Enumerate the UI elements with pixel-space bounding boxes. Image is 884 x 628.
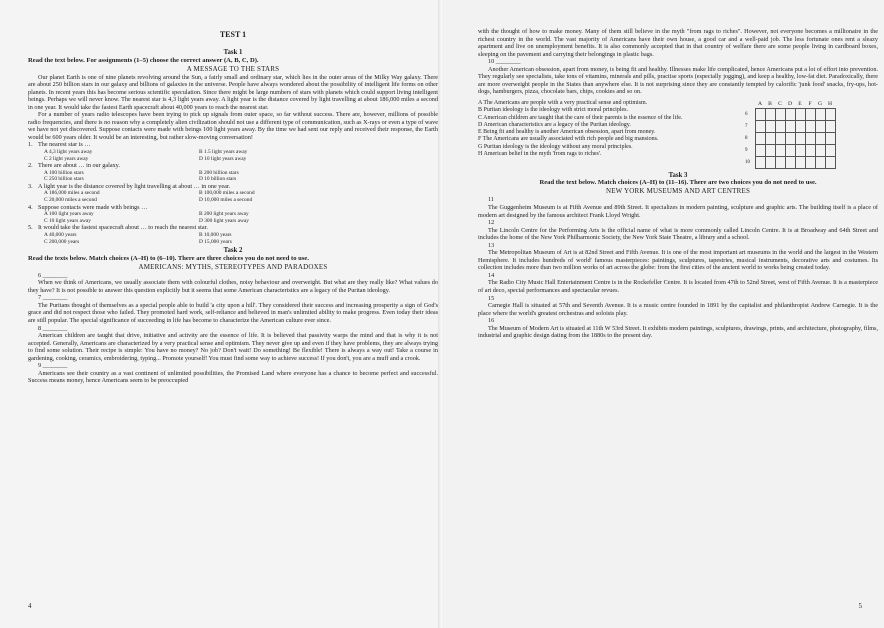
- blank-16[interactable]: 16: [488, 317, 495, 325]
- page-number-left: 4: [28, 602, 32, 610]
- blank-11[interactable]: 11: [488, 196, 494, 204]
- answer-option: D 10,000 miles a second: [199, 197, 253, 204]
- blank-15[interactable]: 15: [488, 294, 495, 302]
- answer-option: C 10 light years away: [44, 217, 92, 224]
- test-heading: TEST 1: [219, 30, 247, 39]
- choice-item: E Being fit and healthy is another American obsession, apart from money.: [478, 129, 656, 136]
- answer-grid-row: 10: [745, 157, 836, 169]
- answer-cell[interactable]: [806, 108, 816, 121]
- answer-cell[interactable]: [766, 133, 776, 145]
- answer-option: D 300 light years away: [199, 217, 250, 224]
- answer-cell[interactable]: [826, 133, 836, 145]
- answer-cell[interactable]: [766, 157, 776, 169]
- answer-option: A 186,000 miles a second: [44, 190, 100, 197]
- task2-paragraph: Americans see their country as a vast continent of unlimited possibilities, the Promised Land where everyone has a chance to become perfect and successful. Success means money, hence Americans seem to be preoccupied: [28, 369, 438, 385]
- left-column: [28, 30, 438, 385]
- task3-paragraph: Carnegie Hall is situated at 57th and Seventh Avenue. It is a music centre founded in 1891 by the capitalist and philanthropist Andrew Carnegie. It is the place where the world's greatest orchestras and soloists play.: [478, 302, 878, 317]
- answer-cell[interactable]: [786, 108, 796, 121]
- answer-cell[interactable]: [796, 108, 806, 121]
- answer-cell[interactable]: [826, 145, 836, 157]
- task2-title: AMERICANS: MYTHS, STEREOTYPES AND PARADOXES: [138, 262, 328, 271]
- answer-cell[interactable]: [755, 108, 766, 121]
- question-text: Suppose contacts were made with beings …: [38, 203, 148, 211]
- answer-option: A 100 light years away: [44, 211, 94, 218]
- question: 1. The nearest star is … A 4,3 light years away B 1.5 light years away C 2 light years away D 10 light years away: [28, 141, 438, 162]
- answer-cell[interactable]: [786, 121, 796, 133]
- page-number-right: 5: [858, 602, 862, 610]
- task1-paragraph: Our planet Earth is one of nine planets revolving around the Sun, a fairly small and ordinary star, which lies in the outer areas of the Milky Way galaxy. There are about 250 billion stars in our galaxy and billions of galaxies in the universe. People have always wondered about the possibility of intelligent life forms on other planets. In recent years this has become serious scientific speculation. Since there might be large numbers of stars with planets which could support living intelligent beings. Perhaps we will never know. The nearest star is 4,3 light years away. A light year is the distance covered by light travelling at about 186,000 miles a second in one year. It would take the fastest Earth spacecraft about 40,000 years to reach the nearest star.: [28, 73, 438, 111]
- blank-12[interactable]: 12: [488, 219, 495, 227]
- answer-cell[interactable]: [766, 145, 776, 157]
- answer-cell[interactable]: [826, 121, 836, 133]
- answer-option: A 40,000 years: [44, 231, 77, 238]
- task1-questions: [28, 141, 438, 245]
- answer-cell[interactable]: [816, 121, 826, 133]
- question-text: It would take the fastest spacecraft about … to reach the nearest star.: [38, 224, 208, 232]
- task1-instruction: Read the text below. For assignments (1–5) choose the correct answer (A, B, C, D).: [28, 56, 259, 64]
- answer-option: C 2 light years away: [44, 155, 89, 162]
- answer-cell[interactable]: [796, 157, 806, 169]
- task2-paragraph: The Puritans thought of themselves as a special people able to build 'a city upon a hill'. They considered their success and increasing prosperity a sign of God's grace and did not respect those who failed. They promoted hard work, self-reliance and believed in man's unlimited ability to make progress. Even today their ideas are still popular. The special significance of succeeding in life has become to characterize the American culture ever since.: [28, 301, 438, 324]
- answer-grid-row: 9: [745, 145, 836, 157]
- answer-cell[interactable]: [816, 133, 826, 145]
- blank-7[interactable]: 7 ________: [38, 294, 68, 302]
- answer-cell[interactable]: [796, 133, 806, 145]
- answer-cell[interactable]: [766, 108, 776, 121]
- answer-grid-row: 6: [745, 108, 836, 121]
- answer-cell[interactable]: [776, 133, 786, 145]
- answer-cell[interactable]: [755, 121, 766, 133]
- question-text: There are about … in our galaxy.: [38, 162, 120, 170]
- blank-8[interactable]: 8 ________: [38, 324, 68, 332]
- answer-option: C 200,000 years: [44, 238, 80, 245]
- answer-cell[interactable]: [755, 145, 766, 157]
- answer-cell[interactable]: [776, 121, 786, 133]
- task3-title: NEW YORK MUSEUMS AND ART CENTRES: [605, 187, 751, 196]
- task1-heading: Task 1: [223, 49, 243, 56]
- task2-instruction: Read the texts below. Match choices (A–H) to (6–10). There are three choices you do not need to use.: [28, 254, 309, 262]
- answer-option: B 200 billion stars: [199, 169, 239, 176]
- answer-cell[interactable]: [806, 145, 816, 157]
- answer-grid-row: 7: [745, 121, 836, 133]
- answer-cell[interactable]: [786, 157, 796, 169]
- task1-title: A MESSAGE TO THE STARS: [186, 64, 280, 73]
- task3-instruction: Read the text below. Match choices (A–H) to (11–16). There are two choices you do not need to use.: [539, 179, 817, 187]
- choice-item: H American belief in the myth 'from rags to riches'.: [478, 151, 602, 157]
- task3-paragraph: The Metropolitan Museum of Art is at 82nd Street and Fifth Avenue. It is one of the most important art museums in the world and the largest in the Western Hemisphere. It includes hundreds of world' famous masterpieces: paintings, sculptures, tapestries, musical instruments, decorative arts and costumes. Its collection includes more than two million works of art across the globe: from the first cities of the ancient world to works being created today.: [478, 249, 878, 272]
- answer-cell[interactable]: [766, 121, 776, 133]
- blank-10[interactable]: 10 ________: [488, 58, 521, 66]
- question: 4. Suppose contacts were made with beings … A 100 light years away B 200 light years away C 10 light years away D 300 light years away: [28, 204, 438, 225]
- blank-6[interactable]: 6 ________: [38, 271, 68, 279]
- task3-paragraph: The Radio City Music Hall Entertainment Centre is in the Rockefeller Centre. It is located from 47th to 52nd Street, west of Fifth Avenue. It is a masterpiece of art deco, special performances and spectacular revues.: [478, 279, 878, 295]
- answer-option: B 1.5 light years away: [199, 149, 248, 156]
- answer-cell[interactable]: [816, 108, 826, 121]
- choice-item: D American characteristics are a legacy of the Puritan ideology.: [478, 121, 631, 128]
- answer-cell[interactable]: [796, 145, 806, 157]
- answer-option: B 100,000 miles a second: [199, 190, 255, 197]
- choice-item: C American children are taught that the care of their parents is the essence of the life.: [478, 114, 683, 121]
- choice-item: B Puritan ideology is the ideology with strict moral principles.: [478, 107, 628, 114]
- answer-option: C 250 billion stars: [44, 176, 84, 183]
- answer-cell[interactable]: [826, 157, 836, 169]
- answer-cell[interactable]: [776, 108, 786, 121]
- answer-option: B 200 light years away: [199, 211, 249, 218]
- answer-cell[interactable]: [806, 133, 816, 145]
- blank-13[interactable]: 13: [488, 241, 495, 249]
- task2-paragraph: American children are taught that drive, initiative and activity are the essence of life. It is believed that passivity warps the mind and that is why it is not accepted. Generally, Americans are characterized by a very practical sense and optimism. They never give up and even if they have problems, they are always trying to find some solution. Their recipe is simple: You have no money? No job? Don't wait! Do something! Be flexible! There is always a way out! Take a course in gardening, cooking, ceramics, embroidering, typing... Promote yourself! You must find some way to achieve success! If you don't, you are a muff and a crook.: [28, 332, 438, 362]
- choice-list: [478, 100, 723, 169]
- right-page: [442, 0, 884, 628]
- answer-grid-header: A B C D E F G H: [757, 100, 833, 107]
- question: 2. There are about … in our galaxy. A 100 billion stars B 200 billion stars C 250 billion stars D 10 billion stars: [28, 162, 438, 183]
- answer-option: A 100 billion stars: [44, 169, 84, 176]
- task1-paragraph: For a number of years radio telescopes have been trying to pick up signals from outer space, so far without success. There are, however, millions of possible radio frequencies, and there is no reason why a completely alien civilization should not use a different type of communication, such as X-rays or even a type of wave we have not yet discovered. Suppose contacts were made with beings 100 light years away. By the time we had sent our reply and received their response, the Earth would be 600 years older. It would be an interesting, but rather slow-moving conversation!: [28, 111, 438, 141]
- answer-cell[interactable]: [816, 145, 826, 157]
- answer-option: A 4,3 light years away: [44, 149, 93, 156]
- answer-cell[interactable]: [826, 108, 836, 121]
- task3-paragraph: The Lincoln Centre for the Performing Arts is the official name of what is more commonly called Lincoln Centre. It is at Broadway and 64th Street and includes the home of the New York Philharmonic Society, the New York State Theatre, a library and a school.: [478, 226, 878, 242]
- answer-cell[interactable]: [755, 157, 766, 169]
- task3-paragraph: The Museum of Modern Art is situated at 11th W 53rd Street. It exhibits modern paintings, sculptures, drawings, prints, and architecture, photography, films, industrial and graphic design dating from the 1880s to the present day.: [478, 324, 878, 340]
- question: 3. A light year is the distance covered by light travelling at about … in one year. A 186,000 miles a second B 100,000 miles a second C 20,000 miles a second D 10,000 miles a second: [28, 183, 438, 204]
- choice-item: F The Americans are usually associated with rich people and big mansions.: [478, 136, 659, 143]
- question-text: A light year is the distance covered by light travelling at about … in one year.: [38, 182, 231, 190]
- question-text: The nearest star is …: [38, 141, 91, 149]
- task2-paragraph: When we think of Americans, we usually associate them with colourful clothes, noisy behaviour and overweight. But what are they really like? What values do they have? It is not possible to answer this question explicitly but it seems that some American characteristics are a legacy of the Puritan ideology.: [28, 279, 438, 294]
- answer-grid-row: 8: [745, 133, 836, 145]
- answer-option: C 20,000 miles a second: [44, 197, 97, 204]
- answer-cell[interactable]: [796, 121, 806, 133]
- answer-option: B 10,000 years: [199, 231, 232, 238]
- answer-cell[interactable]: [806, 121, 816, 133]
- blank-14[interactable]: 14: [488, 271, 495, 279]
- answer-option: D 10 light years away: [199, 155, 247, 162]
- task3-heading: Task 3: [668, 171, 688, 179]
- answer-cell[interactable]: [786, 133, 796, 145]
- answer-grid: [745, 101, 836, 169]
- task2-match-block: [478, 100, 878, 169]
- task2-paragraph: with the thought of how to make money. Many of them still believe in the myth "from rags to riches". However, not everyone becomes a millionaire in the richest country in the world. The vast majority of Americans have their own house, a good car and a well-paid job. The less fortunate ones rent a sleazy apartment and live on unemployment benefits. It is also commonly accepted that in that country of welfare there are some people living in cardboard boxes, sleeping on the pavement and carrying their belongings in plastic bags.: [478, 28, 878, 58]
- answer-cell[interactable]: [776, 157, 786, 169]
- answer-cell[interactable]: [806, 157, 816, 169]
- task2-paragraph: Another American obsession, apart from money, is being fit and healthy. Illnesses make life complicated, hence Americans put a lot of effort into prevention. They regularly see specialists, take tons of vitamins, minerals and pills, practise sports (especially jogging), and keep a healthy, low-fat diet. Paradoxically, there are more overweight people in the States than anywhere else. It is not surprising since they are constantly tempted by calorific 'junk food' snacks, fry-ups, hot-dogs, hamburgers, pizza, chocolate bars, chips, cookies and so on.: [478, 65, 878, 96]
- question: 5. It would take the fastest spacecraft about … to reach the nearest star. A 40,000 years B 10,000 years C 200,000 years D 15,000 years: [28, 224, 438, 245]
- answer-option: D 10 billion stars: [199, 176, 237, 183]
- right-column: [478, 28, 878, 340]
- answer-option: D 15,000 years: [199, 238, 232, 245]
- blank-9[interactable]: 9 ________: [38, 362, 68, 370]
- task2-heading: Task 2: [223, 247, 243, 255]
- answer-cell[interactable]: [776, 145, 786, 157]
- answer-cell[interactable]: [786, 145, 796, 157]
- task3-paragraph: The Guggenheim Museum is at Fifth Avenue and 89th Street. It specializes in modern painting, sculpture and graphic arts. The building itself is a place of modern art designed by the famous architect Frank Lloyd Wright.: [478, 204, 878, 219]
- answer-cell[interactable]: [816, 157, 826, 169]
- answer-cell[interactable]: [755, 133, 766, 145]
- choice-item: A The Americans are people with a very practical sense and optimism.: [478, 99, 648, 106]
- choice-item: G Puritan ideology is the ideology without any moral principles.: [478, 143, 633, 150]
